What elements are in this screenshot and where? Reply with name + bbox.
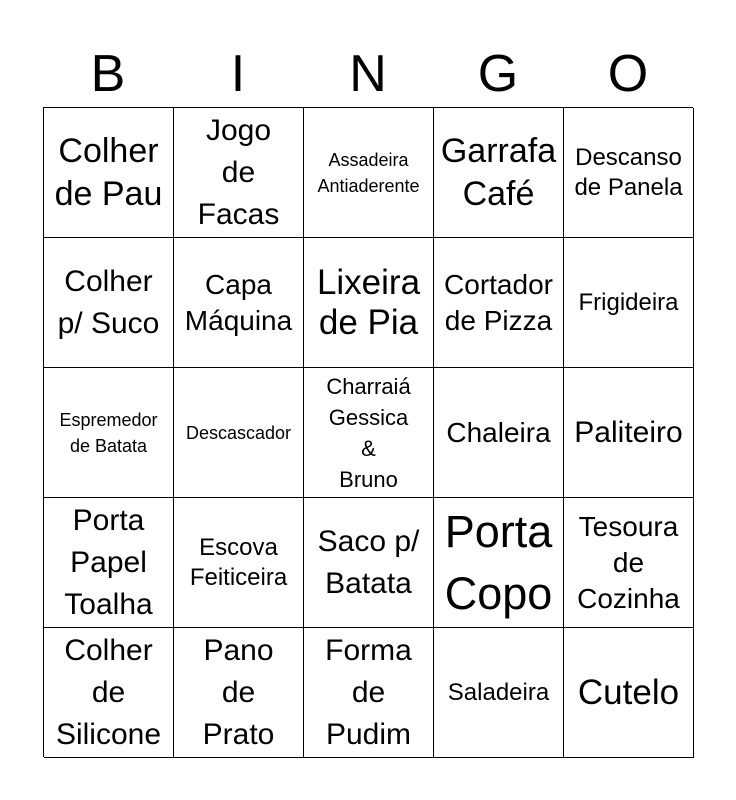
bingo-cell[interactable] [44, 368, 174, 498]
bingo-cell[interactable] [434, 628, 564, 758]
bingo-cell[interactable] [564, 108, 694, 238]
cell-label: Garrafa Café [440, 131, 557, 213]
cell-label: Lixeira de Pia [316, 262, 421, 342]
bingo-cell[interactable] [304, 498, 434, 628]
header-letter-b: B [90, 45, 126, 103]
bingo-header [43, 40, 693, 108]
bingo-cell[interactable] [304, 368, 434, 498]
bingo-cell[interactable] [174, 368, 304, 498]
bingo-cell[interactable] [174, 238, 304, 368]
header-letter-o: O [607, 45, 649, 103]
cell-label: Colher p/ Suco [57, 264, 160, 340]
bingo-cell[interactable] [304, 108, 434, 238]
cell-label: Capa Máquina [184, 268, 293, 336]
bingo-cell[interactable] [434, 368, 564, 498]
bingo-cell[interactable] [174, 498, 304, 628]
cell-label: Escova Feiticeira [189, 533, 288, 591]
cell-label: Colher de Silicone [55, 633, 162, 751]
bingo-cell[interactable] [564, 368, 694, 498]
cell-label: Frigideira [578, 288, 679, 316]
cell-label: Assadeira Antiaderente [317, 149, 420, 196]
bingo-card-grid [43, 107, 693, 757]
cell-label: Colher de Pau [54, 131, 163, 213]
cell-label: Porta Copo [444, 505, 553, 619]
bingo-cell[interactable] [174, 108, 304, 238]
bingo-cell[interactable] [564, 238, 694, 368]
bingo-cell[interactable] [44, 628, 174, 758]
bingo-cell[interactable] [434, 108, 564, 238]
cell-label: Saco p/ Batata [317, 524, 420, 600]
cell-label: Paliteiro [574, 415, 683, 449]
bingo-cell[interactable] [44, 238, 174, 368]
cell-label: Pano de Prato [202, 633, 275, 751]
cell-label: Chaleira [446, 416, 551, 448]
cell-label: Porta Papel Toalha [64, 503, 153, 621]
cell-label: Charraiá Gessica & Bruno [326, 373, 411, 492]
header-letter-i: I [230, 45, 246, 103]
bingo-cell[interactable] [564, 628, 694, 758]
cell-label: Cutelo [577, 672, 680, 712]
cell-label: Saladeira [447, 678, 550, 706]
cell-label: Descascador [185, 422, 292, 443]
bingo-cell[interactable] [304, 628, 434, 758]
cell-label: Jogo de Facas [197, 113, 280, 231]
bingo-cell[interactable] [44, 108, 174, 238]
bingo-cell[interactable] [434, 498, 564, 628]
bingo-cell[interactable] [564, 498, 694, 628]
cell-label: Cortador de Pizza [444, 268, 553, 336]
cell-label: Descanso de Panela [574, 143, 683, 201]
cell-label: Tesoura de Cozinha [577, 510, 680, 614]
bingo-cell[interactable] [174, 628, 304, 758]
cell-label: Forma de Pudim [325, 633, 412, 751]
bingo-cell[interactable] [304, 238, 434, 368]
header-letter-g: G [477, 45, 519, 103]
header-letter-n: N [349, 45, 387, 103]
bingo-cell[interactable] [434, 238, 564, 368]
bingo-cell[interactable] [44, 498, 174, 628]
cell-label: Espremedor de Batata [59, 409, 158, 456]
